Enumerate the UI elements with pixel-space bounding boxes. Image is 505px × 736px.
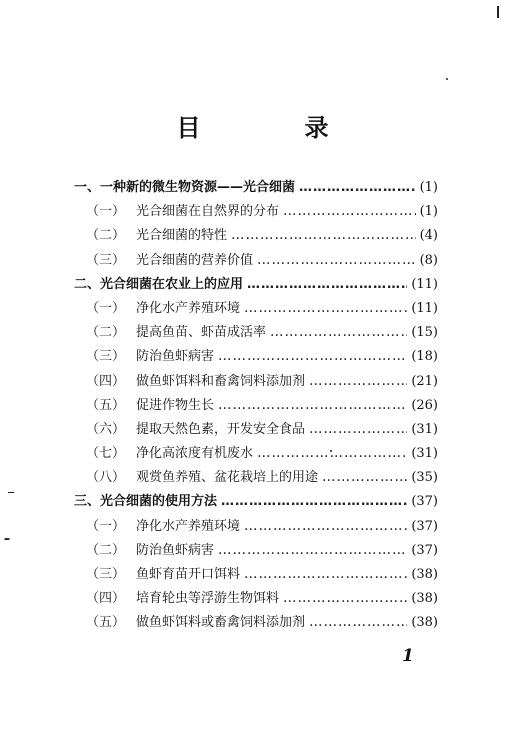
- leader-dots: [283, 203, 416, 219]
- item-page: (35): [411, 470, 438, 486]
- item-number: （五）: [86, 615, 126, 631]
- leader-dots: [257, 252, 416, 268]
- item-page: (1): [419, 204, 438, 220]
- toc-item: [74, 321, 438, 345]
- leader-dots: [244, 566, 407, 582]
- section-label: 三、光合细菌的使用方法: [74, 494, 218, 510]
- item-number: （三）: [86, 252, 126, 268]
- toc-section-3: [74, 490, 438, 514]
- toc-item: [74, 563, 438, 587]
- scan-speck: [4, 538, 10, 540]
- item-number: （四）: [86, 591, 126, 607]
- item-page: (31): [411, 421, 438, 437]
- section-label: 二、光合细菌在农业上的应用: [74, 276, 244, 292]
- item-page: (21): [411, 373, 438, 389]
- item-number: （三）: [86, 567, 126, 582]
- leader-dots: [218, 348, 407, 364]
- leader-dots: [244, 300, 407, 316]
- toc-item: [74, 224, 438, 248]
- section-page: (11): [411, 276, 438, 292]
- item-number: （四）: [86, 373, 126, 389]
- table-of-contents: [74, 176, 438, 636]
- leader-dots: [322, 469, 407, 485]
- item-page: (26): [411, 397, 438, 413]
- scan-speck: [330, 450, 332, 452]
- leader-dots: [221, 494, 407, 509]
- item-title: 净化水产养殖环境: [136, 300, 241, 316]
- item-number: （二）: [86, 542, 126, 558]
- item-title: 促进作物生长: [136, 397, 215, 413]
- item-number: （三）: [86, 349, 126, 365]
- item-title: 提高鱼苗、虾苗成活率: [136, 325, 267, 341]
- toc-item: [74, 345, 438, 369]
- toc-section-1: [74, 176, 438, 200]
- item-page: (38): [411, 615, 438, 631]
- item-page: (38): [411, 591, 438, 607]
- item-title: 做鱼虾饵料或畜禽饲料添加剂: [136, 615, 306, 631]
- item-title: 光合细菌的营养价值: [136, 252, 254, 268]
- scan-speck: [446, 78, 448, 80]
- item-page: (11): [411, 300, 438, 316]
- item-page: (4): [419, 228, 438, 244]
- item-page: (18): [411, 349, 438, 365]
- item-number: （七）: [86, 446, 126, 462]
- toc-item: [74, 200, 438, 224]
- item-page: (8): [419, 252, 438, 268]
- item-number: （一）: [86, 204, 126, 220]
- item-page: (38): [411, 567, 438, 582]
- item-number: （五）: [86, 397, 126, 413]
- toc-item: [74, 442, 438, 466]
- item-title: 做鱼虾饵料和畜禽饲料添加剂: [136, 373, 306, 389]
- toc-item: [74, 587, 438, 611]
- scan-speck: [8, 492, 14, 493]
- leader-dots: [309, 614, 407, 630]
- item-title: 净化高浓度有机废水: [136, 446, 254, 462]
- item-title: 防治鱼虾病害: [136, 349, 215, 365]
- leader-dots: [309, 373, 407, 389]
- leader-dots: [257, 445, 407, 461]
- item-title: 鱼虾育苗开口饵料: [136, 567, 241, 582]
- item-number: （八）: [86, 470, 126, 486]
- toc-item: [74, 394, 438, 418]
- item-page: (37): [411, 518, 438, 534]
- toc-item: [74, 297, 438, 321]
- item-title: 提取天然色素，开发安全食品: [136, 421, 306, 437]
- item-title: 防治鱼虾病害: [136, 542, 215, 558]
- item-title: 培育轮虫等浮游生物饵料: [136, 591, 280, 607]
- toc-item: [74, 418, 438, 442]
- toc-section-2: [74, 273, 438, 297]
- leader-dots: [244, 518, 407, 534]
- toc-item: [74, 249, 438, 273]
- leader-dots: [309, 421, 407, 437]
- toc-item: [74, 370, 438, 394]
- leader-dots: [270, 324, 407, 340]
- page-title: 目 录: [176, 114, 369, 142]
- item-title: 净化水产养殖环境: [136, 518, 241, 534]
- item-number: （六）: [86, 421, 126, 437]
- item-title: 光合细菌的特性: [136, 228, 228, 244]
- toc-item: [74, 466, 438, 490]
- item-number: （二）: [86, 228, 126, 244]
- item-page: (15): [411, 325, 438, 341]
- item-number: （一）: [86, 518, 126, 534]
- leader-dots: [283, 590, 407, 606]
- item-page: (37): [411, 542, 438, 558]
- leader-dots: [218, 397, 407, 413]
- toc-item: [74, 515, 438, 539]
- toc-item: [74, 539, 438, 563]
- scan-speck: [497, 6, 499, 18]
- item-number: （一）: [86, 300, 126, 316]
- toc-item: [74, 611, 438, 635]
- leader-dots: [231, 227, 416, 243]
- leader-dots: [218, 542, 407, 558]
- item-number: （二）: [86, 325, 126, 341]
- item-title: 观赏鱼养殖、盆花栽培上的用途: [136, 470, 319, 486]
- leader-dots: [299, 180, 416, 195]
- page-number: 1: [402, 646, 414, 666]
- section-page: (1): [419, 180, 438, 195]
- item-page: (31): [411, 446, 438, 462]
- item-title: 光合细菌在自然界的分布: [136, 204, 280, 220]
- section-page: (37): [411, 494, 438, 510]
- section-label: 一、一种新的微生物资源——光合细菌: [74, 180, 296, 195]
- leader-dots: [247, 277, 407, 292]
